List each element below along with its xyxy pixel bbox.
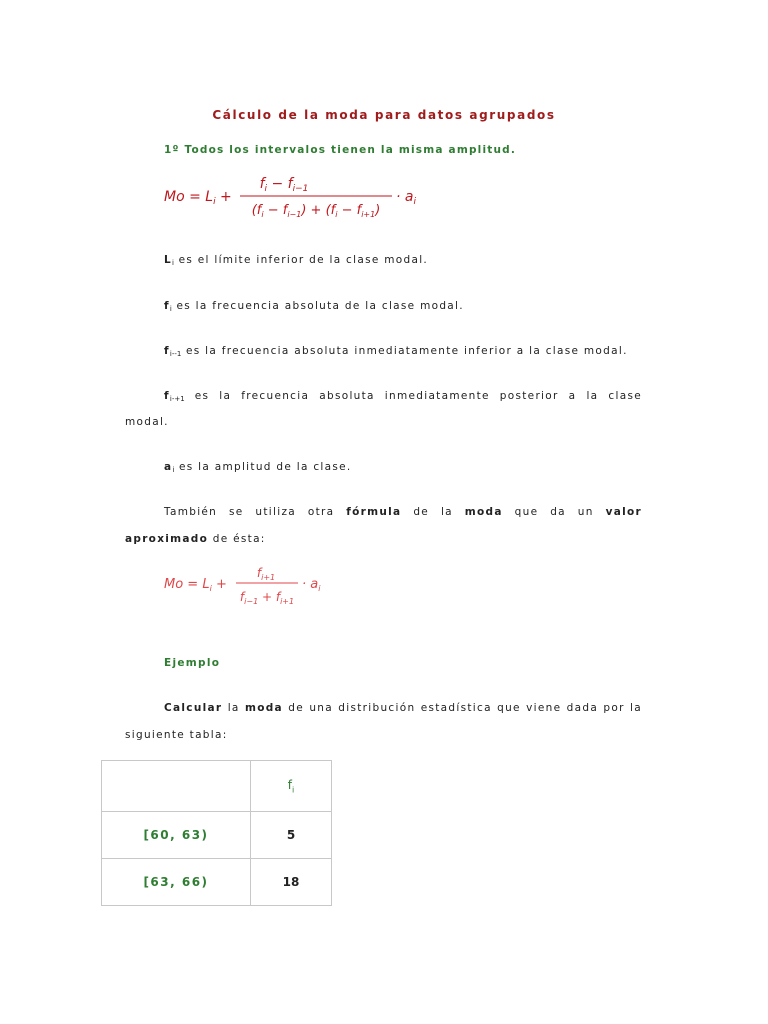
formula2-numerator: $f_{i+1}$ (256, 566, 276, 582)
definition-fi-minus-1: $f_{i--1}$ es la frecuencia absoluta inmediatamente inferior a la clase modal. (164, 345, 628, 358)
formula1-denominator: $(f_i - f_{i-1}) + (f_i - f_{i+1})$ (251, 203, 381, 219)
table-row (102, 859, 332, 906)
table-cell-frequency: 18 (251, 859, 332, 906)
definition-li: $L_i$ es el límite inferior de la clase modal. (164, 254, 429, 267)
table-row (102, 812, 332, 859)
table-header-row (102, 761, 332, 812)
alt-formula-paragraph: También se utiliza otra fórmula de la moda que da un valor (164, 506, 643, 518)
definition-fi-plus-1: $f_{i-+1}$ es la frecuencia absoluta inmediatamente posterior a la clase (164, 390, 642, 403)
alt-formula-paragraph-continued: aproximado de ésta: (125, 533, 266, 545)
definition-ai: $a_i$ es la amplitud de la clase. (164, 461, 352, 474)
example-heading: Ejemplo (164, 657, 221, 669)
formula2-rhs: · $a_i$ (302, 577, 321, 593)
formula1-rhs: · $a_i$ (396, 189, 416, 207)
definition-fi: $f_i$ es la frecuencia absoluta de la clase modal. (164, 300, 464, 313)
table-cell-interval: [60, 63) (102, 812, 251, 859)
formula2-denominator: $f_{i-1} + f_{i+1}$ (239, 590, 295, 606)
definition-fi-plus-1-continued: modal. (125, 416, 169, 428)
mode-formula-approx (160, 560, 340, 612)
table-cell-interval: [63, 66) (102, 859, 251, 906)
page-title: Cálculo de la moda para datos agrupados (212, 108, 556, 122)
frequency-table (101, 760, 332, 906)
example-paragraph-continued: siguiente tabla: (125, 729, 228, 741)
formula1-numerator: $f_i - f_{i-1}$ (259, 176, 309, 194)
table-cell-frequency: 5 (251, 812, 332, 859)
section-heading: 1º Todos los intervalos tienen la misma amplitud. (164, 144, 517, 156)
table-header-frequency: $f_i$ (251, 761, 332, 812)
formula1-lhs: $Mo = L_i$ + (164, 189, 232, 207)
table-header-interval (102, 761, 251, 812)
formula2-lhs: $Mo = L_i$ + (164, 577, 227, 593)
mode-formula-exact (160, 168, 430, 224)
example-paragraph: Calcular la moda de una distribución estadística que viene dada por la (164, 702, 642, 714)
